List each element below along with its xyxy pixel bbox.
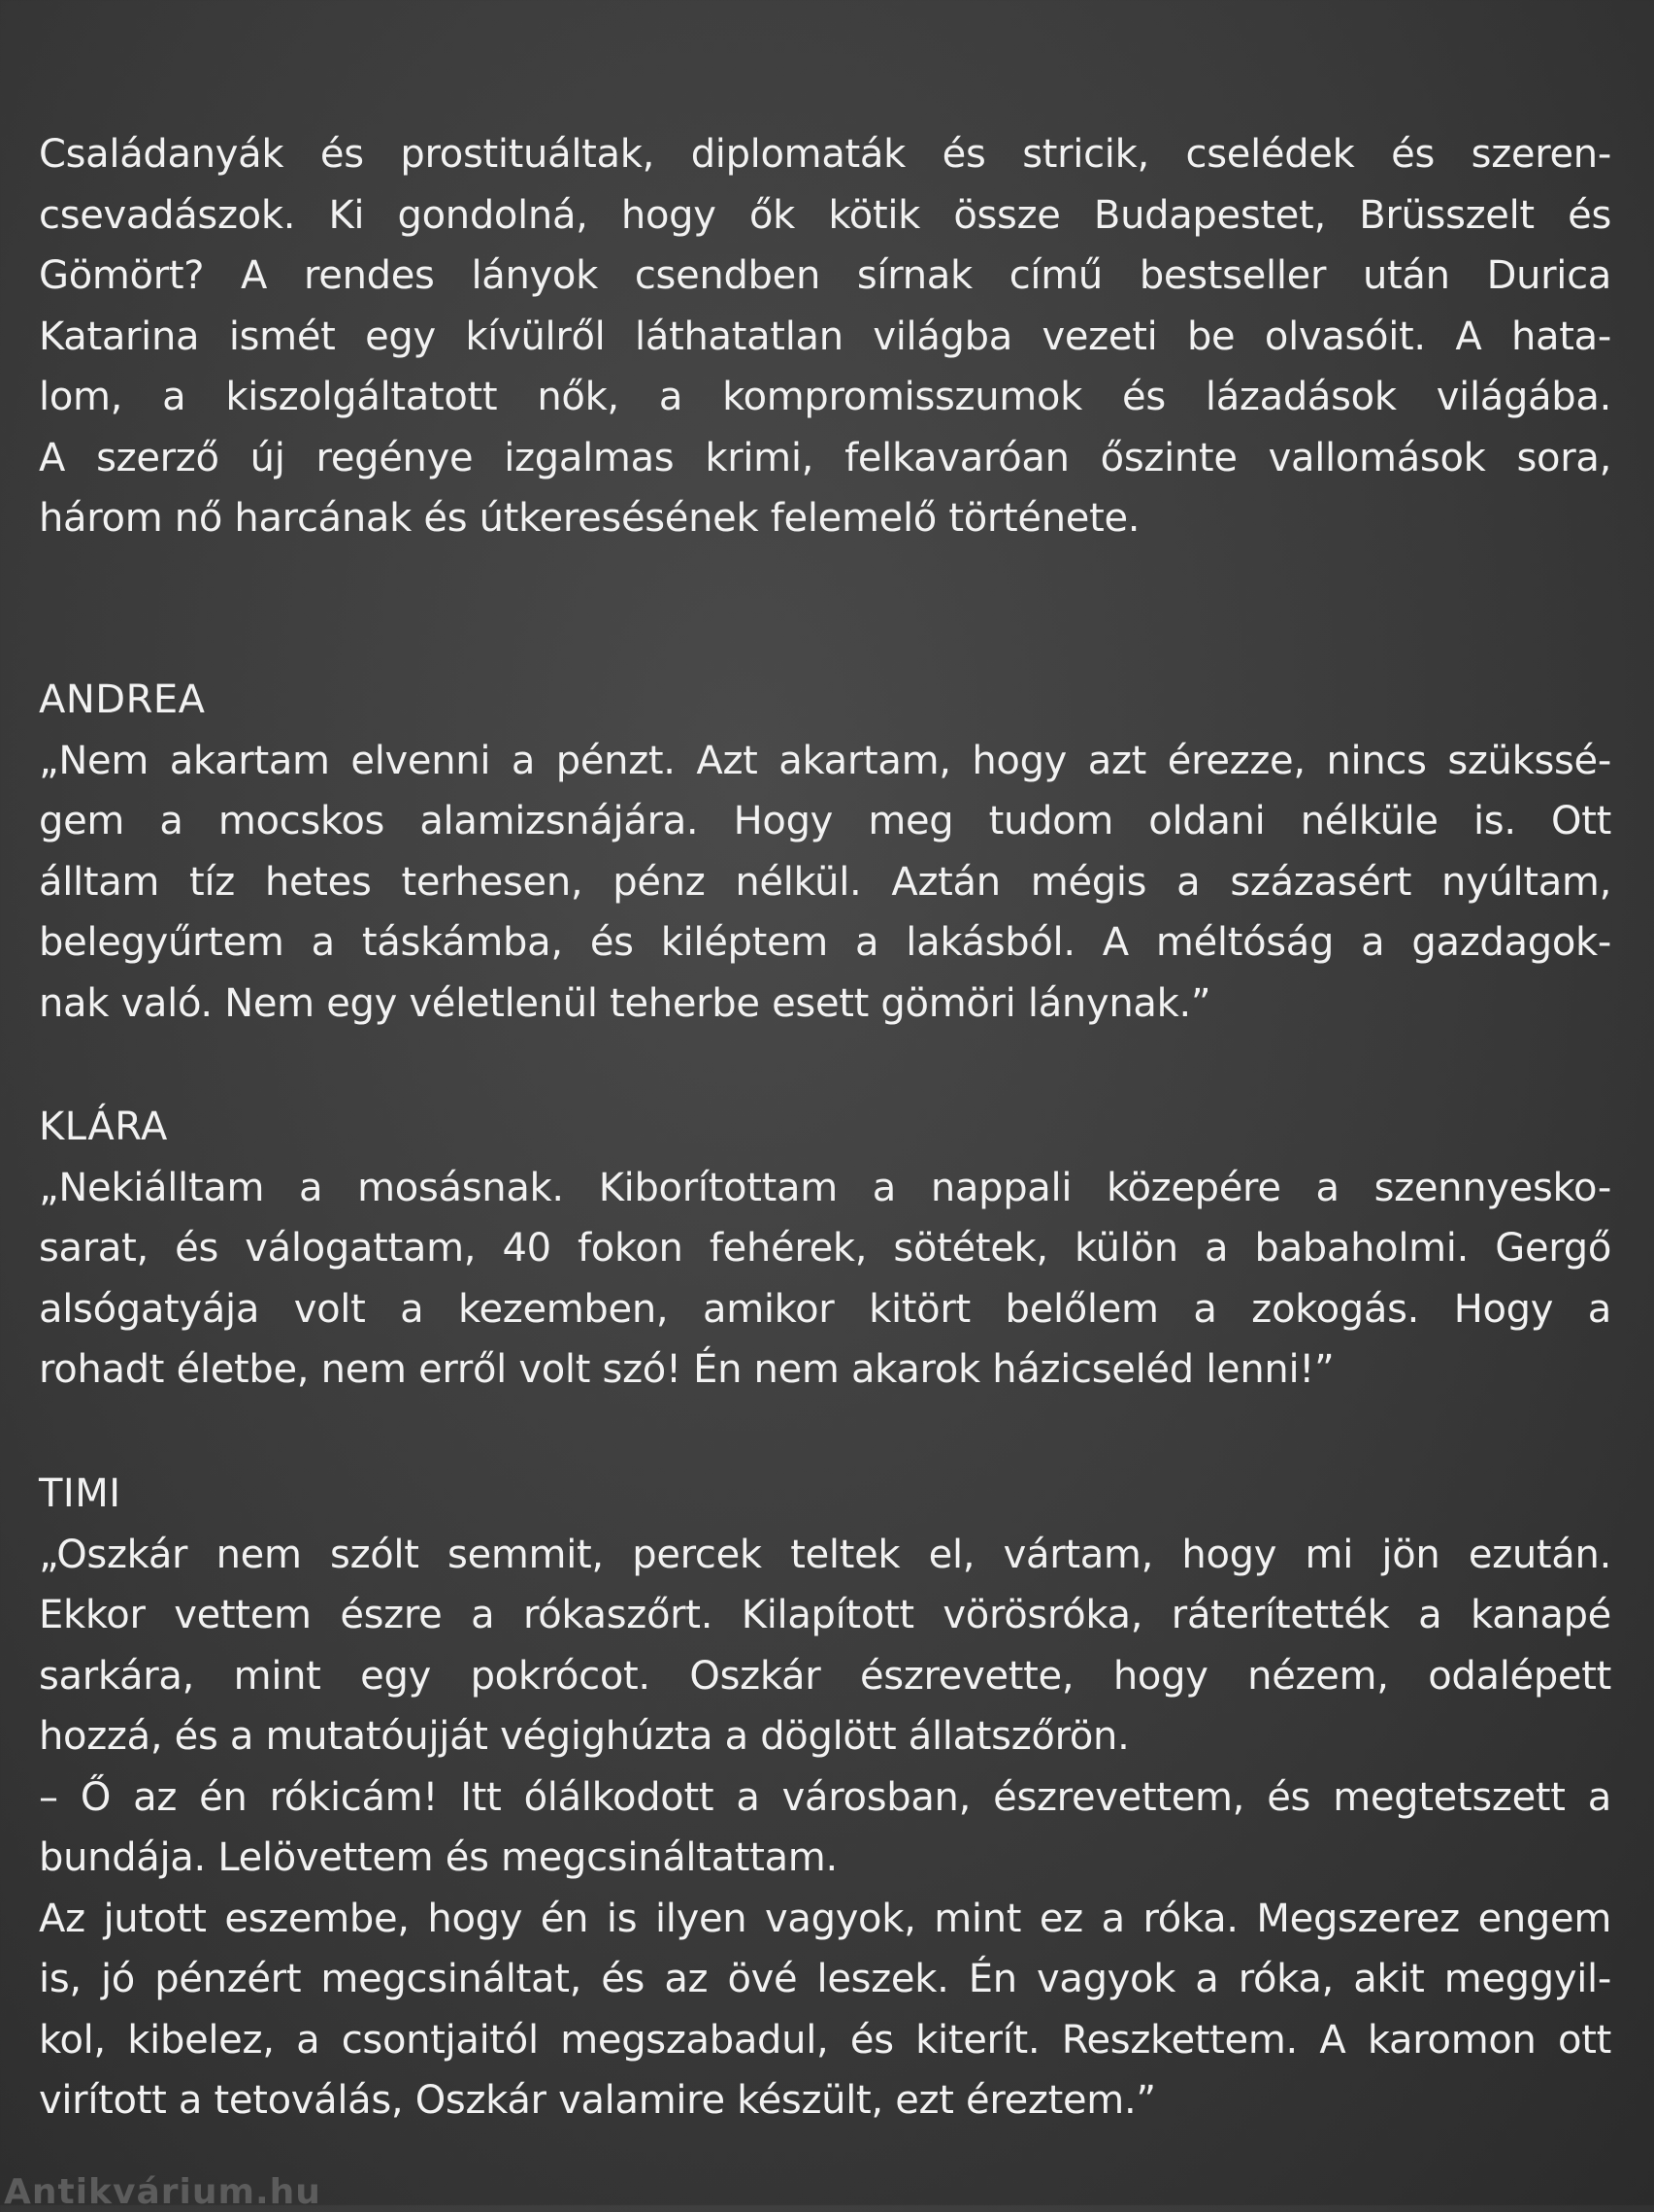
andrea-heading: ANDREA bbox=[39, 677, 206, 722]
timi-heading: TIMI bbox=[39, 1471, 121, 1516]
intro-line: Katarina ismét egy kívülről láthatatlan világba vezeti be olvasóit. A hata- bbox=[39, 314, 1611, 359]
watermark: Antikvárium.hu bbox=[4, 2172, 321, 2212]
timi-line: kol, kibelez, a csontjaitól megszabadul, és kiterít. Reszkettem. A karomon ott bbox=[39, 2017, 1611, 2063]
andrea-line: „Nem akartam elvenni a pénzt. Azt akartam, hogy azt érezze, nincs szükssé- bbox=[39, 738, 1611, 783]
andrea-line: álltam tíz hetes terhesen, pénz nélkül. Aztán mégis a százasért nyúltam, bbox=[39, 859, 1611, 905]
klara-line: rohadt életbe, nem erről volt szó! Én nem akarok házicseléd lenni!” bbox=[39, 1347, 1335, 1392]
timi-line: Az jutott eszembe, hogy én is ilyen vagyok, mint ez a róka. Megszerez engem bbox=[39, 1896, 1611, 1941]
timi-line: virított a tetoválás, Oszkár valamire készült, ezt éreztem.” bbox=[39, 2078, 1156, 2123]
timi-line: sarkára, mint egy pokrócot. Oszkár észrevette, hogy nézem, odalépett bbox=[39, 1653, 1611, 1699]
klara-line: „Nekiálltam a mosásnak. Kiborítottam a nappali közepére a szennyesko- bbox=[39, 1165, 1611, 1210]
intro-line: Gömört? A rendes lányok csendben sírnak című bestseller után Durica bbox=[39, 253, 1611, 298]
andrea-section bbox=[39, 670, 1611, 1034]
intro-line: lom, a kiszolgáltatott nők, a kompromisszumok és lázadások világába. bbox=[39, 375, 1611, 419]
timi-line: – Ő az én rókicám! Itt ólálkodott a városban, észrevettem, és megtetszett a bbox=[39, 1774, 1611, 1820]
andrea-line: belegyűrtem a táskámba, és kiléptem a lakásból. A méltóság a gazdagok- bbox=[39, 920, 1611, 965]
timi-section bbox=[39, 1464, 1611, 2131]
klara-line: sarat, és válogattam, 40 fokon fehérek, sötétek, külön a babaholmi. Gergő bbox=[39, 1226, 1611, 1271]
andrea-line: nak való. Nem egy véletlenül teherbe esett gömöri lánynak.” bbox=[39, 980, 1211, 1026]
intro-paragraph bbox=[39, 124, 1611, 549]
intro-line: csevadászok. Ki gondolná, hogy ők kötik össze Budapestet, Brüsszelt és bbox=[39, 192, 1611, 238]
klara-heading: KLÁRA bbox=[39, 1105, 168, 1149]
timi-line: „Oszkár nem szólt semmit, percek teltek el, vártam, hogy mi jön ezután. bbox=[39, 1532, 1611, 1577]
klara-section bbox=[39, 1097, 1611, 1401]
intro-line: A szerző új regénye izgalmas krimi, felkavaróan őszinte vallomások sora, bbox=[39, 435, 1611, 480]
timi-line: is, jó pénzért megcsináltat, és az övé leszek. Én vagyok a róka, akit meggyil- bbox=[39, 1957, 1611, 2001]
intro-line: Családanyák és prostituáltak, diplomaták és stricik, cselédek és szeren- bbox=[39, 132, 1611, 177]
klara-line: alsógatyája volt a kezemben, amikor kitört belőlem a zokogás. Hogy a bbox=[39, 1286, 1611, 1332]
timi-line: hozzá, és a mutatóujját végighúzta a döglött állatszőrön. bbox=[39, 1714, 1130, 1759]
timi-line: bundája. Lelövettem és megcsináltattam. bbox=[39, 1835, 838, 1880]
andrea-line: gem a mocskos alamizsnájára. Hogy meg tudom oldani nélküle is. Ott bbox=[39, 799, 1611, 843]
timi-line: Ekkor vettem észre a rókaszőrt. Kilapított vörösróka, ráterítették a kanapé bbox=[39, 1593, 1611, 1637]
intro-line: három nő harcának és útkeresésének felemelő története. bbox=[39, 496, 1141, 541]
